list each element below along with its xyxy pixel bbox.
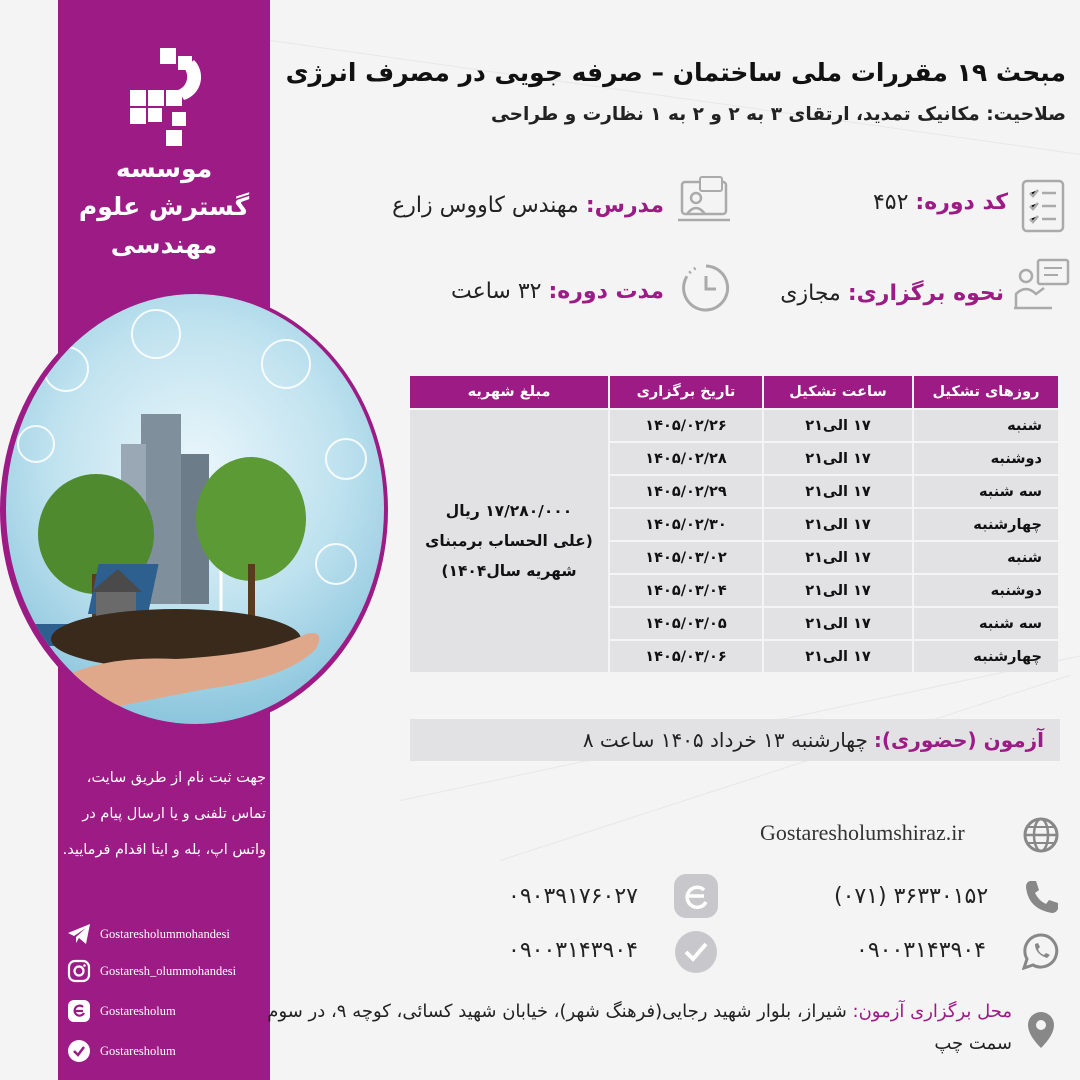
cell-time: ۱۷ الی۲۱ <box>764 608 912 639</box>
institute-name-line: گسترش علوم <box>78 192 250 221</box>
course-code-value: ۴۵۲ <box>872 190 909 215</box>
registration-text: جهت ثبت نام از طریق سایت، تماس تلفنی و یا ارسال پیام در واتس اپ، بله و ایتا اقدام فرمایید. <box>62 770 266 858</box>
phone-icon <box>1022 878 1058 918</box>
institute-name-line: مهندسی <box>110 230 218 259</box>
cell-day: چهارشنبه <box>914 641 1058 672</box>
exam-info <box>410 719 1060 761</box>
duration-value: ۳۲ ساعت <box>450 279 542 304</box>
exam-value: چهارشنبه ۱۳ خرداد ۱۴۰۵ ساعت ۸ <box>582 728 868 752</box>
eitaa-number[interactable]: ۰۹۰۳۹۱۷۶۰۲۷ <box>508 884 638 909</box>
instructor-label: مدرس: <box>585 193 664 218</box>
cell-date: ۱۴۰۵/۰۲/۲۹ <box>610 476 762 507</box>
address-value: شیراز، بلوار شهید رجایی(فرهنگ شهر)، خیابان شهید کسائی، کوچه ۹، در سوم سمت چپ <box>267 1001 1012 1054</box>
cell-day: دوشنبه <box>914 575 1058 606</box>
bale-icon <box>66 1038 92 1064</box>
social-handle: Gostaresholum <box>100 1003 176 1018</box>
checklist-icon <box>1020 178 1068 238</box>
mode-label: نحوه برگزاری: <box>847 281 1004 306</box>
header-fee: مبلغ شهریه <box>410 376 608 408</box>
phone-number[interactable]: (۰۷۱) ۳۶۳۳۰۱۵۲ <box>834 884 989 909</box>
globe-icon <box>1022 816 1060 858</box>
duration-label: مدت دوره: <box>548 279 664 304</box>
table-row <box>410 410 1058 441</box>
whatsapp-number[interactable]: ۰۹۰۰۳۱۴۳۹۰۴ <box>856 938 986 963</box>
cell-date: ۱۴۰۵/۰۲/۳۰ <box>610 509 762 540</box>
cell-time: ۱۷ الی۲۱ <box>764 410 912 441</box>
header-time: ساعت تشکیل <box>764 376 912 408</box>
cell-day: شنبه <box>914 410 1058 441</box>
table-header-row <box>410 376 1058 408</box>
cell-time: ۱۷ الی۲۱ <box>764 575 912 606</box>
cell-date: ۱۴۰۵/۰۳/۰۵ <box>610 608 762 639</box>
presentation-icon <box>1012 256 1072 316</box>
social-telegram[interactable] <box>66 921 266 947</box>
instructor-icon <box>676 176 732 230</box>
clock-icon <box>680 262 732 318</box>
cell-time: ۱۷ الی۲۱ <box>764 542 912 573</box>
cell-date: ۱۴۰۵/۰۲/۲۶ <box>610 410 762 441</box>
cell-fee <box>410 410 608 672</box>
cell-date: ۱۴۰۵/۰۲/۲۸ <box>610 443 762 474</box>
social-handle: Gostaresholum <box>100 1043 176 1058</box>
institute-name-line: موسسه <box>115 154 213 183</box>
social-handle: Gostaresh_olummohandesi <box>100 963 237 978</box>
exam-label: آزمون (حضوری): <box>873 728 1044 752</box>
cell-day: سه شنبه <box>914 476 1058 507</box>
institute-logo <box>120 46 214 146</box>
course-code-label: کد دوره: <box>915 190 1008 215</box>
social-instagram[interactable] <box>66 958 266 984</box>
social-handle: Gostaresholummohandesi <box>100 926 230 941</box>
cell-day: شنبه <box>914 542 1058 573</box>
social-bale[interactable] <box>66 1038 266 1064</box>
exam-address <box>252 996 1012 1060</box>
instagram-icon <box>66 958 92 984</box>
course-title: مبحث ۱۹ مقررات ملی ساختمان – صرفه جویی در مصرف انرژی <box>285 58 1066 87</box>
cell-time: ۱۷ الی۲۱ <box>764 476 912 507</box>
cell-date: ۱۴۰۵/۰۳/۰۲ <box>610 542 762 573</box>
institute-name <box>58 150 270 264</box>
website-link[interactable]: Gostaresholumshiraz.ir <box>760 820 965 845</box>
instructor-value: مهندس کاووس زارع <box>392 193 579 218</box>
eitaa-contact-icon <box>672 872 720 924</box>
course-mode <box>780 281 1004 306</box>
fee-line: (علی الحساب برمبنای <box>425 532 593 550</box>
bale-number[interactable]: ۰۹۰۰۳۱۴۳۹۰۴ <box>508 938 638 963</box>
cell-date: ۱۴۰۵/۰۳/۰۶ <box>610 641 762 672</box>
header-date: تاریخ برگزاری <box>610 376 762 408</box>
schedule-table <box>408 374 1060 674</box>
address-label: محل برگزاری آزمون: <box>852 1001 1012 1022</box>
cell-day: دوشنبه <box>914 443 1058 474</box>
cell-time: ۱۷ الی۲۱ <box>764 641 912 672</box>
cell-time: ۱۷ الی۲۱ <box>764 443 912 474</box>
social-eitaa[interactable] <box>66 998 266 1024</box>
eitaa-icon <box>66 998 92 1024</box>
fee-line: ۱۷/۲۸۰/۰۰۰ ریال <box>445 502 573 520</box>
hero-illustration <box>6 294 384 724</box>
cell-day: سه شنبه <box>914 608 1058 639</box>
course-code <box>873 190 1008 215</box>
telegram-icon <box>66 921 92 947</box>
mode-value: مجازی <box>780 281 841 306</box>
location-pin-icon <box>1026 1010 1056 1054</box>
cell-time: ۱۷ الی۲۱ <box>764 509 912 540</box>
course-duration <box>451 279 664 304</box>
cell-date: ۱۴۰۵/۰۳/۰۴ <box>610 575 762 606</box>
course-instructor <box>392 193 664 218</box>
cell-day: چهارشنبه <box>914 509 1058 540</box>
header-days: روزهای تشکیل <box>914 376 1058 408</box>
course-qualification: صلاحیت: مکانیک تمدید، ارتقای ۳ به ۲ و ۲ به ۱ نظارت و طراحی <box>490 104 1066 125</box>
fee-line: شهریه سال۱۴۰۴) <box>441 562 577 580</box>
bale-contact-icon <box>672 928 720 980</box>
whatsapp-icon <box>1022 932 1060 974</box>
